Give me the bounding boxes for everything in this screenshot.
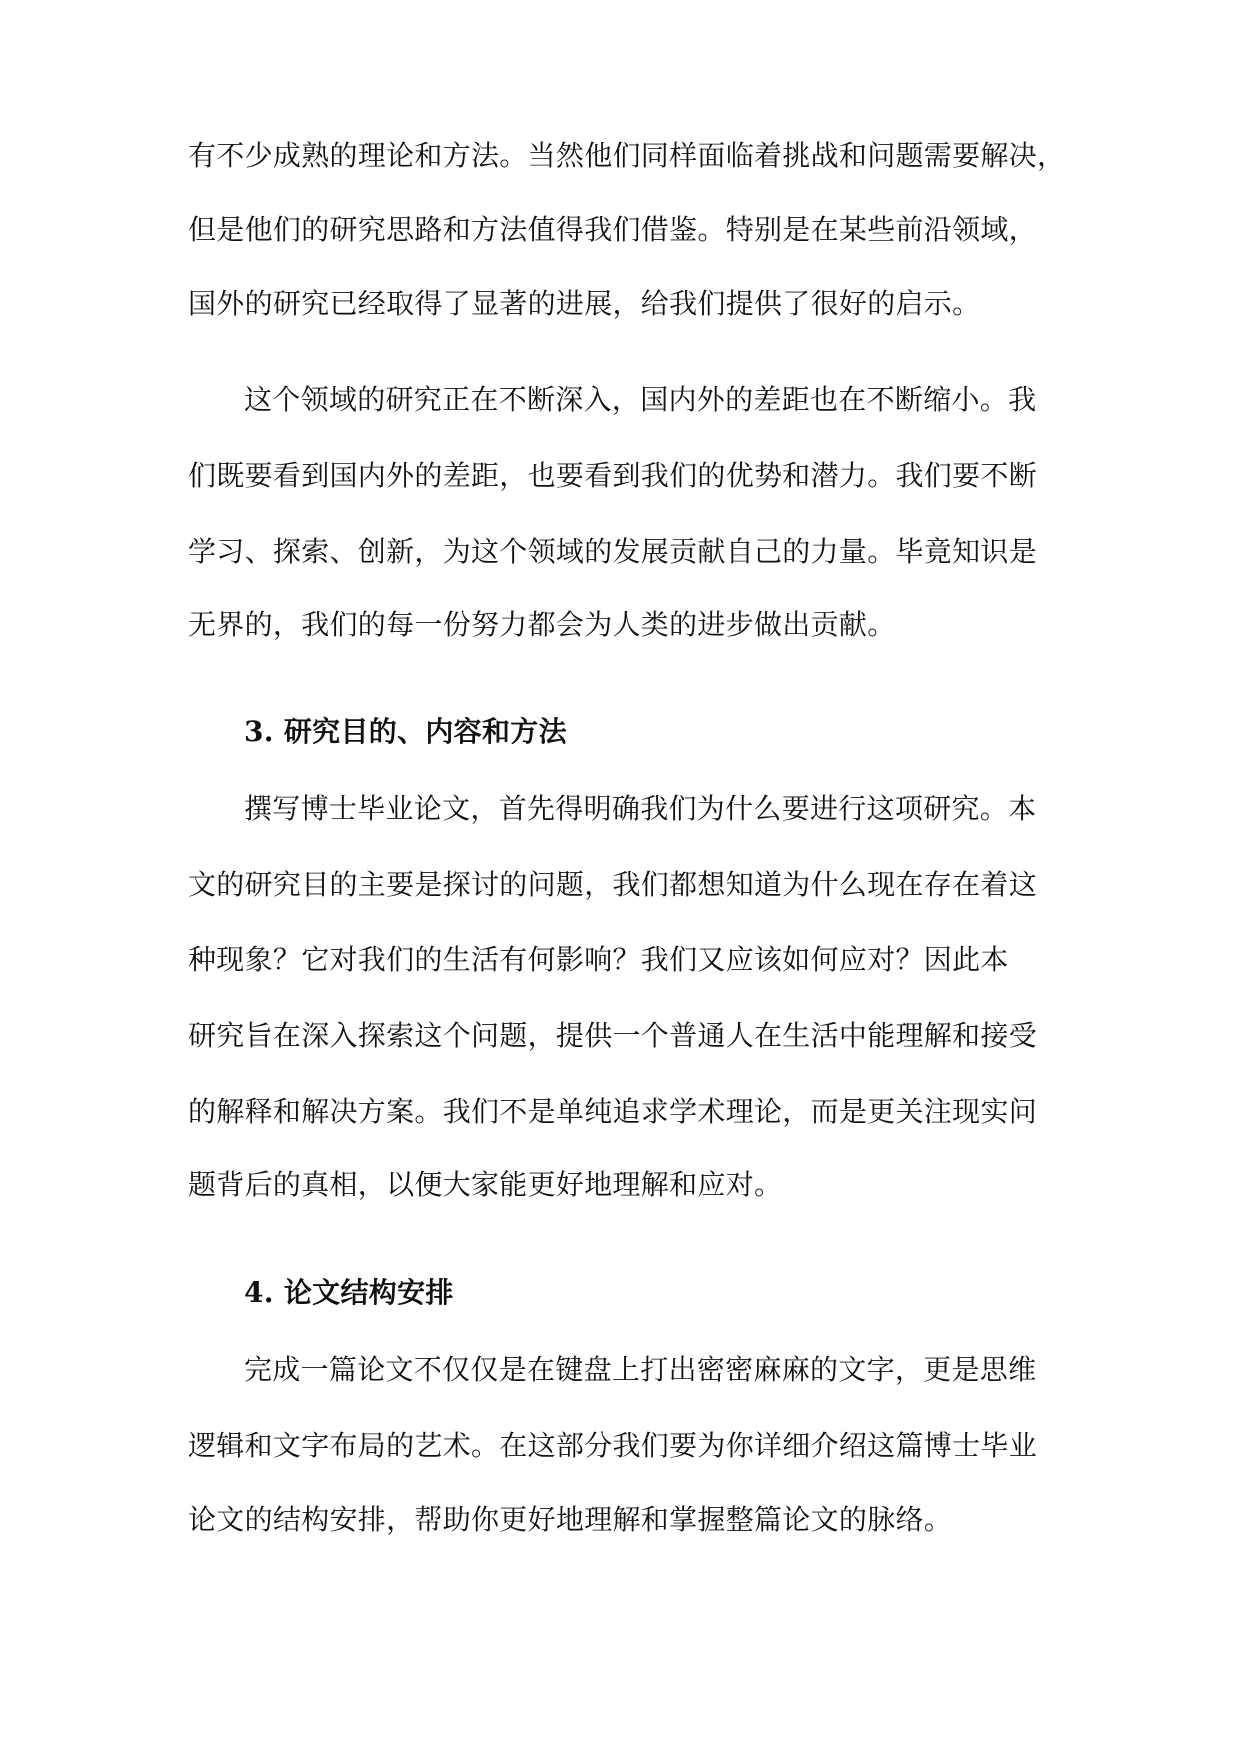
text-line: 的解释和解决方案。我们不是单纯追求学术理论，而是更关注现实问 — [188, 1095, 1038, 1128]
text-line: 种现象？它对我们的生活有何影响？我们又应该如何应对？因此本 — [188, 943, 1009, 976]
text-line: 文的研究目的主要是探讨的问题，我们都想知道为什么现在存在着这 — [188, 868, 1038, 901]
text-line: 论文的结构安排，帮助你更好地理解和掌握整篇论文的脉络。 — [188, 1503, 953, 1536]
text-line: 题背后的真相，以便大家能更好地理解和应对。 — [188, 1168, 783, 1201]
paragraph-first-line: 撰写博士毕业论文，首先得明确我们为什么要进行这项研究。本 — [244, 792, 1037, 825]
text-line: 研究旨在深入探索这个问题，提供一个普通人在生活中能理解和接受 — [188, 1019, 1038, 1052]
text-line: 国外的研究已经取得了显著的进展，给我们提供了很好的启示。 — [188, 287, 981, 320]
text-line: 逻辑和文字布局的艺术。在这部分我们要为你详细介绍这篇博士毕业 — [188, 1429, 1038, 1462]
paragraph-first-line: 完成一篇论文不仅仅是在键盘上打出密密麻麻的文字，更是思维 — [244, 1353, 1037, 1386]
text-line: 无界的，我们的每一份努力都会为人类的进步做出贡献。 — [188, 608, 896, 641]
section-heading-3: 3. 研究目的、内容和方法 — [244, 715, 567, 748]
text-line: 们既要看到国内外的差距，也要看到我们的优势和潜力。我们要不断 — [188, 459, 1038, 492]
text-line: 学习、探索、创新，为这个领域的发展贡献自己的力量。毕竟知识是 — [188, 535, 1038, 568]
section-heading-4: 4. 论文结构安排 — [244, 1276, 454, 1309]
text-line: 有不少成熟的理论和方法。当然他们同样面临着挑战和问题需要解决， — [188, 139, 1066, 172]
paragraph-first-line: 这个领域的研究正在不断深入，国内外的差距也在不断缩小。我 — [244, 383, 1037, 416]
text-line: 但是他们的研究思路和方法值得我们借鉴。特别是在某些前沿领域， — [188, 213, 1038, 246]
